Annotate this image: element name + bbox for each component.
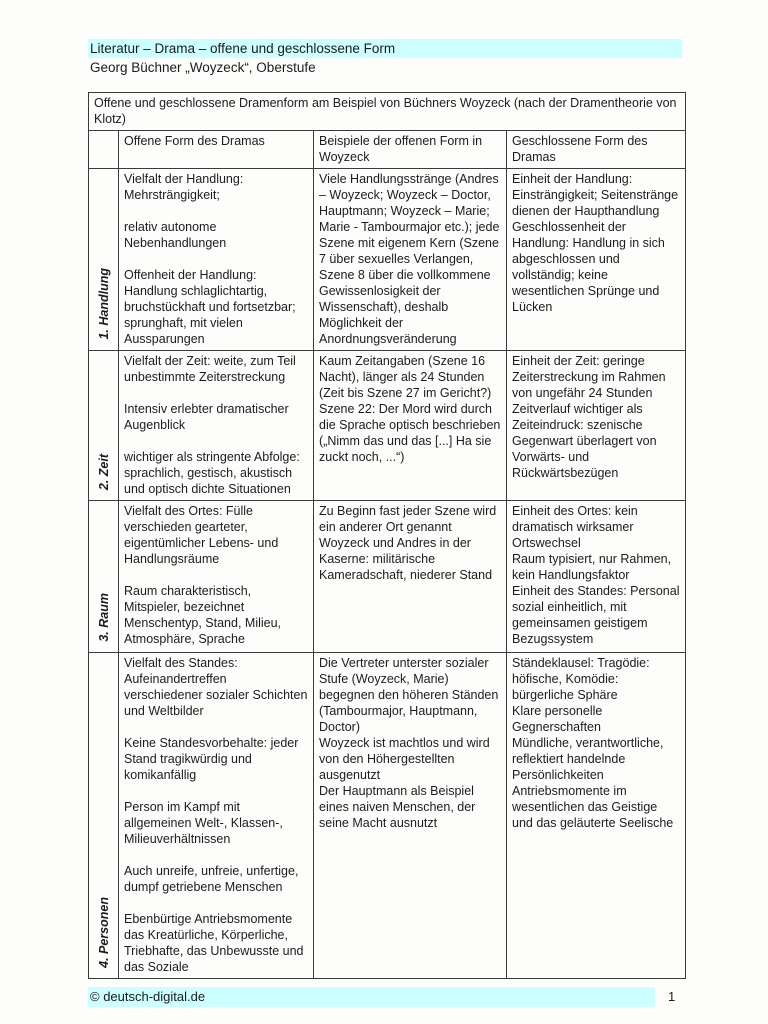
- paragraph: Mündliche, verantwortliche, reflektiert handelnde Persönlichkeiten: [512, 736, 664, 782]
- paragraph-spacer: [124, 385, 308, 401]
- cell-open-form: [119, 501, 314, 653]
- page-number: 1: [668, 989, 676, 1004]
- cell-closed-form: [507, 653, 686, 979]
- paragraph: Zu Beginn fast jeder Szene wird ein anderer Ort genannt: [319, 504, 497, 534]
- paragraph: Einheit der Handlung: Einsträngigkeit; Seitenstränge dienen der Haupthandlung: [512, 172, 679, 218]
- cell-examples: [314, 351, 507, 501]
- paragraph: Viele Handlungsstränge (Andres – Woyzeck; Woyzeck – Doctor, Hauptmann; Woyzeck – Marie; Marie - Tambourmajor etc.); jede Szene mit eigenem Kern (Szene 7 über sexuelles Verlangen, Szene 8 über die vollkommene Gewissenlosigkeit der Wissenschaft), deshalb Möglichkeit der Anordnungsveränderung: [319, 172, 500, 346]
- paragraph: Offenheit der Handlung: Handlung schlaglichtartig, bruchstückhaft und fortsetzbar; sprunghaft, mit vielen Aussparungen: [124, 268, 296, 346]
- paragraph: Kaum Zeitangaben (Szene 16 Nacht), länger als 24 Stunden (Zeit bis Szene 27 im Gericht?): [319, 354, 492, 400]
- row-label: [89, 351, 119, 501]
- paragraph: Raum typisiert, nur Rahmen, kein Handlungsfaktor: [512, 552, 672, 582]
- paragraph: Einheit des Ortes: kein dramatisch wirksamer Ortswechsel: [512, 504, 638, 550]
- paragraph: Vielfalt des Standes: Aufeinandertreffen verschiedener sozialer Schichten und Weltbilder: [124, 656, 308, 718]
- paragraph-spacer: [124, 719, 308, 735]
- table-caption-row: [89, 93, 686, 131]
- document-title: Literatur – Drama – offene und geschlossene Form: [88, 39, 682, 58]
- cell-closed-form: [507, 169, 686, 351]
- document-header: [88, 39, 682, 77]
- paragraph: Intensiv erlebter dramatischer Augenblick: [124, 402, 289, 432]
- header-cell-examples: Beispiele der offenen Form in Woyzeck: [314, 131, 507, 169]
- paragraph: relativ autonome Nebenhandlungen: [124, 220, 227, 250]
- header-cell-empty: [89, 131, 119, 169]
- paragraph: Vielfalt der Zeit: weite, zum Teil unbestimmte Zeiterstreckung: [124, 354, 296, 384]
- paragraph-spacer: [124, 433, 308, 449]
- table-row: [89, 169, 686, 351]
- cell-examples: [314, 169, 507, 351]
- cell-examples: [314, 653, 507, 979]
- paragraph: Szene 22: Der Mord wird durch die Sprache optisch beschrieben („Nimm das und das [...] Ha sie zuckt noch, ...“): [319, 402, 501, 464]
- paragraph: Klare personelle Gegnerschaften: [512, 704, 603, 734]
- row-label: [89, 653, 119, 979]
- document-subtitle: Georg Büchner „Woyzeck“, Oberstufe: [90, 60, 316, 75]
- cell-closed-form: [507, 351, 686, 501]
- table-row: [89, 351, 686, 501]
- paragraph: Woyzeck ist machtlos und wird von den Höhergestellten ausgenutzt: [319, 736, 490, 782]
- paragraph: Ständeklausel: Tragödie: höfische, Komödie: bürgerliche Sphäre: [512, 656, 650, 702]
- header-cell-closed-form: Geschlossene Form des Dramas: [507, 131, 686, 169]
- cell-open-form: [119, 653, 314, 979]
- row-label: [89, 169, 119, 351]
- table-header-row: [89, 131, 686, 169]
- paragraph: Antriebsmomente im wesentlichen das Geistige und das geläuterte Seelische: [512, 784, 674, 830]
- drama-form-table: [88, 92, 686, 979]
- paragraph: Woyzeck und Andres in der Kaserne: militärische Kameradschaft, niederer Stand: [319, 536, 493, 582]
- cell-open-form: [119, 169, 314, 351]
- paragraph: Geschlossenheit der Handlung: Handlung in sich abgeschlossen und vollständig; keine wesentlichen Sprünge und Lücken: [512, 220, 665, 314]
- paragraph: Einheit der Zeit: geringe Zeiterstreckung im Rahmen von ungefähr 24 Stunden: [512, 354, 666, 400]
- paragraph: wichtiger als stringente Abfolge: sprachlich, gestisch, akustisch und optisch dichte Situationen: [124, 450, 300, 496]
- paragraph-spacer: [124, 847, 308, 863]
- paragraph: Der Hauptmann als Beispiel eines naiven Menschen, der seine Macht ausnutzt: [319, 784, 476, 830]
- row-label-text: 3. Raum: [96, 593, 111, 642]
- paragraph: Person im Kampf mit allgemeinen Welt-, Klassen-, Milieuverhältnissen: [124, 800, 283, 846]
- row-label-text: 2. Zeit: [96, 453, 111, 490]
- paragraph-spacer: [124, 251, 308, 267]
- paragraph: Auch unreife, unfreie, unfertige, dumpf getriebene Menschen: [124, 864, 299, 894]
- paragraph-spacer: [124, 895, 308, 911]
- paragraph: Raum charakteristisch, Mitspieler, bezeichnet Menschentyp, Stand, Milieu, Atmosphäre, Sprache: [124, 584, 282, 646]
- row-label: [89, 501, 119, 653]
- paragraph-spacer: [124, 203, 308, 219]
- table-row: [89, 653, 686, 979]
- paragraph: Zeitverlauf wichtiger als Zeiteindruck: szenische Gegenwart überlagert von Vorwärts- und Rückwärtsbezügen: [512, 402, 657, 480]
- paragraph: Keine Standesvorbehalte: jeder Stand tragikwürdig und komikanfällig: [124, 736, 299, 782]
- paragraph: Vielfalt der Handlung: Mehrsträngigkeit;: [124, 172, 244, 202]
- cell-examples: [314, 501, 507, 653]
- table-body: [89, 93, 686, 979]
- paragraph: Die Vertreter unterster sozialer Stufe (Woyzeck, Marie) begegnen den höheren Ständen (Tambourmajor, Hauptmann, Doctor): [319, 656, 499, 734]
- paragraph-spacer: [124, 783, 308, 799]
- table-row: [89, 501, 686, 653]
- row-label-text: 1. Handlung: [96, 268, 111, 340]
- cell-open-form: [119, 351, 314, 501]
- header-cell-open-form: Offene Form des Dramas: [119, 131, 314, 169]
- paragraph: Ebenbürtige Antriebsmomente das Kreatürliche, Körperliche, Triebhafte, das Unbewusste und das Soziale: [124, 912, 304, 974]
- row-label-text: 4. Personen: [96, 897, 111, 968]
- cell-closed-form: [507, 501, 686, 653]
- table-caption: Offene und geschlossene Dramenform am Beispiel von Büchners Woyzeck (nach der Dramentheorie von Klotz): [89, 93, 686, 131]
- paragraph: Einheit des Standes: Personal sozial einheitlich, mit gemeinsamen geistigem Bezugssystem: [512, 584, 680, 646]
- footer-copyright: © deutsch-digital.de: [88, 987, 655, 1007]
- paragraph: Vielfalt des Ortes: Fülle verschieden gearteter, eigentümlicher Lebens- und Handlungsräume: [124, 504, 279, 566]
- paragraph-spacer: [124, 567, 308, 583]
